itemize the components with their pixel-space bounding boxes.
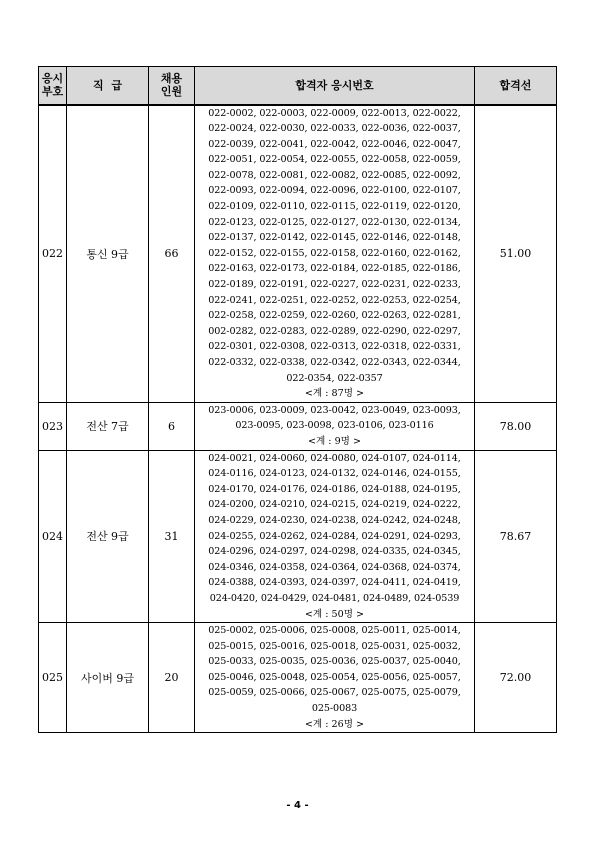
passer-number-line: 022-0301, 022-0308, 022-0313, 022-0318, 022-0331, bbox=[208, 341, 461, 353]
passer-number-line: 024-0346, 024-0358, 024-0364, 024-0368, 024-0374, bbox=[208, 561, 461, 573]
header-row bbox=[39, 67, 557, 105]
passer-total: <계 : 50명 > bbox=[304, 608, 365, 620]
header-hire-count: 채용 인원 bbox=[149, 67, 195, 105]
header-cutoff: 합격선 bbox=[475, 67, 557, 105]
cutoff-score-cell: 78.67 bbox=[475, 450, 557, 623]
table-row bbox=[39, 105, 557, 403]
passer-number-line: 025-0033, 025-0035, 025-0036, 025-0037, 025-0040, bbox=[208, 656, 461, 668]
position-cell: 전산 9급 bbox=[67, 450, 149, 623]
passer-number-line: 024-0255, 024-0262, 024-0284, 024-0291, 024-0293, bbox=[208, 530, 461, 542]
hire-count-cell: 31 bbox=[149, 450, 195, 623]
passer-number-line: 022-0189, 022-0191, 022-0227, 022-0231, 022-0233, bbox=[208, 279, 461, 291]
passer-number-line: 024-0021, 024-0060, 024-0080, 024-0107, 024-0114, bbox=[208, 452, 461, 464]
passer-number-line: 022-0241, 022-0251, 022-0252, 022-0253, 022-0254, bbox=[208, 294, 461, 306]
exam-code-cell: 025 bbox=[39, 623, 67, 733]
passer-number-line: 025-0059, 025-0066, 025-0067, 025-0075, 025-0079, bbox=[208, 687, 461, 699]
exam-code-cell: 024 bbox=[39, 450, 67, 623]
cutoff-score-cell: 78.00 bbox=[475, 402, 557, 450]
header-exam-code: 응시 부호 bbox=[39, 67, 67, 105]
passer-number-line: 024-0170, 024-0176, 024-0186, 024-0188, 024-0195, bbox=[208, 483, 461, 495]
passer-number-line: 022-0332, 022-0338, 022-0342, 022-0343, 022-0344, bbox=[208, 357, 461, 368]
passer-number-line: 025-0046, 025-0048, 025-0054, 025-0056, 025-0057, bbox=[208, 671, 461, 683]
passer-total: <계 : 87명 > bbox=[304, 388, 365, 400]
header-position: 직 급 bbox=[67, 67, 149, 105]
position-cell: 통신 9급 bbox=[67, 105, 149, 403]
table-row bbox=[39, 450, 557, 623]
passer-number-line: 022-0078, 022-0081, 022-0082, 022-0085, 022-0092, bbox=[208, 169, 461, 181]
passer-numbers-cell bbox=[195, 105, 475, 403]
hire-count-cell: 6 bbox=[149, 402, 195, 450]
passer-number-line: 022-0039, 022-0041, 022-0042, 022-0046, 022-0047, bbox=[208, 138, 461, 150]
passer-number-line: 024-0296, 024-0297, 024-0298, 024-0335, 024-0345, bbox=[208, 546, 461, 558]
passer-number-line: 022-0163, 022-0173, 022-0184, 022-0185, 022-0186, bbox=[208, 263, 461, 275]
passer-number-line: 024-0420, 024-0429, 024-0481, 024-0489, 024-0539 bbox=[209, 592, 460, 604]
passer-total: <계 : 26명 > bbox=[304, 718, 365, 730]
passer-number-line: 022-0258, 022-0259, 022-0260, 022-0263, 022-0281, bbox=[208, 310, 461, 322]
passer-numbers-cell bbox=[195, 623, 475, 733]
passer-number-line: 024-0116, 024-0123, 024-0132, 024-0146, 024-0155, bbox=[208, 468, 461, 480]
passer-number-line: 022-0354, 022-0357 bbox=[286, 372, 383, 384]
passer-number-line: 022-0024, 022-0030, 022-0033, 022-0036, 022-0037, bbox=[208, 123, 461, 135]
passer-number-line: 022-0002, 022-0003, 022-0009, 022-0013, 022-0022, bbox=[208, 107, 461, 119]
results-table bbox=[38, 66, 557, 733]
passer-number-line: 022-0137, 022-0142, 022-0145, 022-0146, 022-0148, bbox=[208, 232, 461, 244]
passer-number-line: 025-0002, 025-0006, 025-0008, 025-0011, 025-0014, bbox=[208, 625, 461, 637]
hire-count-cell: 66 bbox=[149, 105, 195, 403]
table-body bbox=[39, 105, 557, 733]
passer-numbers-cell bbox=[195, 402, 475, 450]
exam-code-cell: 022 bbox=[39, 105, 67, 403]
passer-number-line: 022-0152, 022-0155, 022-0158, 022-0160, 022-0162, bbox=[208, 247, 461, 259]
passer-total: <계 : 9명 > bbox=[307, 435, 362, 447]
cutoff-score-cell: 72.00 bbox=[475, 623, 557, 733]
passer-number-line: 023-0006, 023-0009, 023-0042, 023-0049, 023-0093, bbox=[208, 404, 461, 416]
passer-number-line: 024-0229, 024-0230, 024-0238, 024-0242, 024-0248, bbox=[208, 514, 461, 526]
exam-code-cell: 023 bbox=[39, 402, 67, 450]
passer-number-line: 024-0200, 024-0210, 024-0215, 024-0219, 024-0222, bbox=[208, 499, 461, 511]
passer-number-line: 025-0083 bbox=[311, 703, 358, 715]
page-number: - 4 - bbox=[286, 800, 309, 811]
passer-number-line: 025-0015, 025-0016, 025-0018, 025-0031, 025-0032, bbox=[208, 640, 461, 652]
table-row bbox=[39, 402, 557, 450]
passer-number-line: 024-0388, 024-0393, 024-0397, 024-0411, 024-0419, bbox=[208, 577, 461, 589]
hire-count-cell: 20 bbox=[149, 623, 195, 733]
table-row bbox=[39, 623, 557, 733]
header-passer-numbers: 합격자 응시번호 bbox=[195, 67, 475, 105]
passer-number-line: 023-0095, 023-0098, 023-0106, 023-0116 bbox=[235, 420, 434, 432]
position-cell: 전산 7급 bbox=[67, 402, 149, 450]
passer-number-line: 022-0051, 022-0054, 022-0055, 022-0058, 022-0059, bbox=[208, 154, 461, 166]
passer-number-line: 022-0123, 022-0125, 022-0127, 022-0130, 022-0134, bbox=[208, 216, 461, 228]
passer-number-line: 022-0093, 022-0094, 022-0096, 022-0100, 022-0107, bbox=[208, 185, 461, 197]
passer-number-line: 002-0282, 022-0283, 022-0289, 022-0290, 022-0297, bbox=[208, 325, 461, 337]
passer-numbers-cell bbox=[195, 450, 475, 623]
cutoff-score-cell: 51.00 bbox=[475, 105, 557, 403]
position-cell: 사이버 9급 bbox=[67, 623, 149, 733]
passer-number-line: 022-0109, 022-0110, 022-0115, 022-0119, 022-0120, bbox=[208, 201, 461, 213]
